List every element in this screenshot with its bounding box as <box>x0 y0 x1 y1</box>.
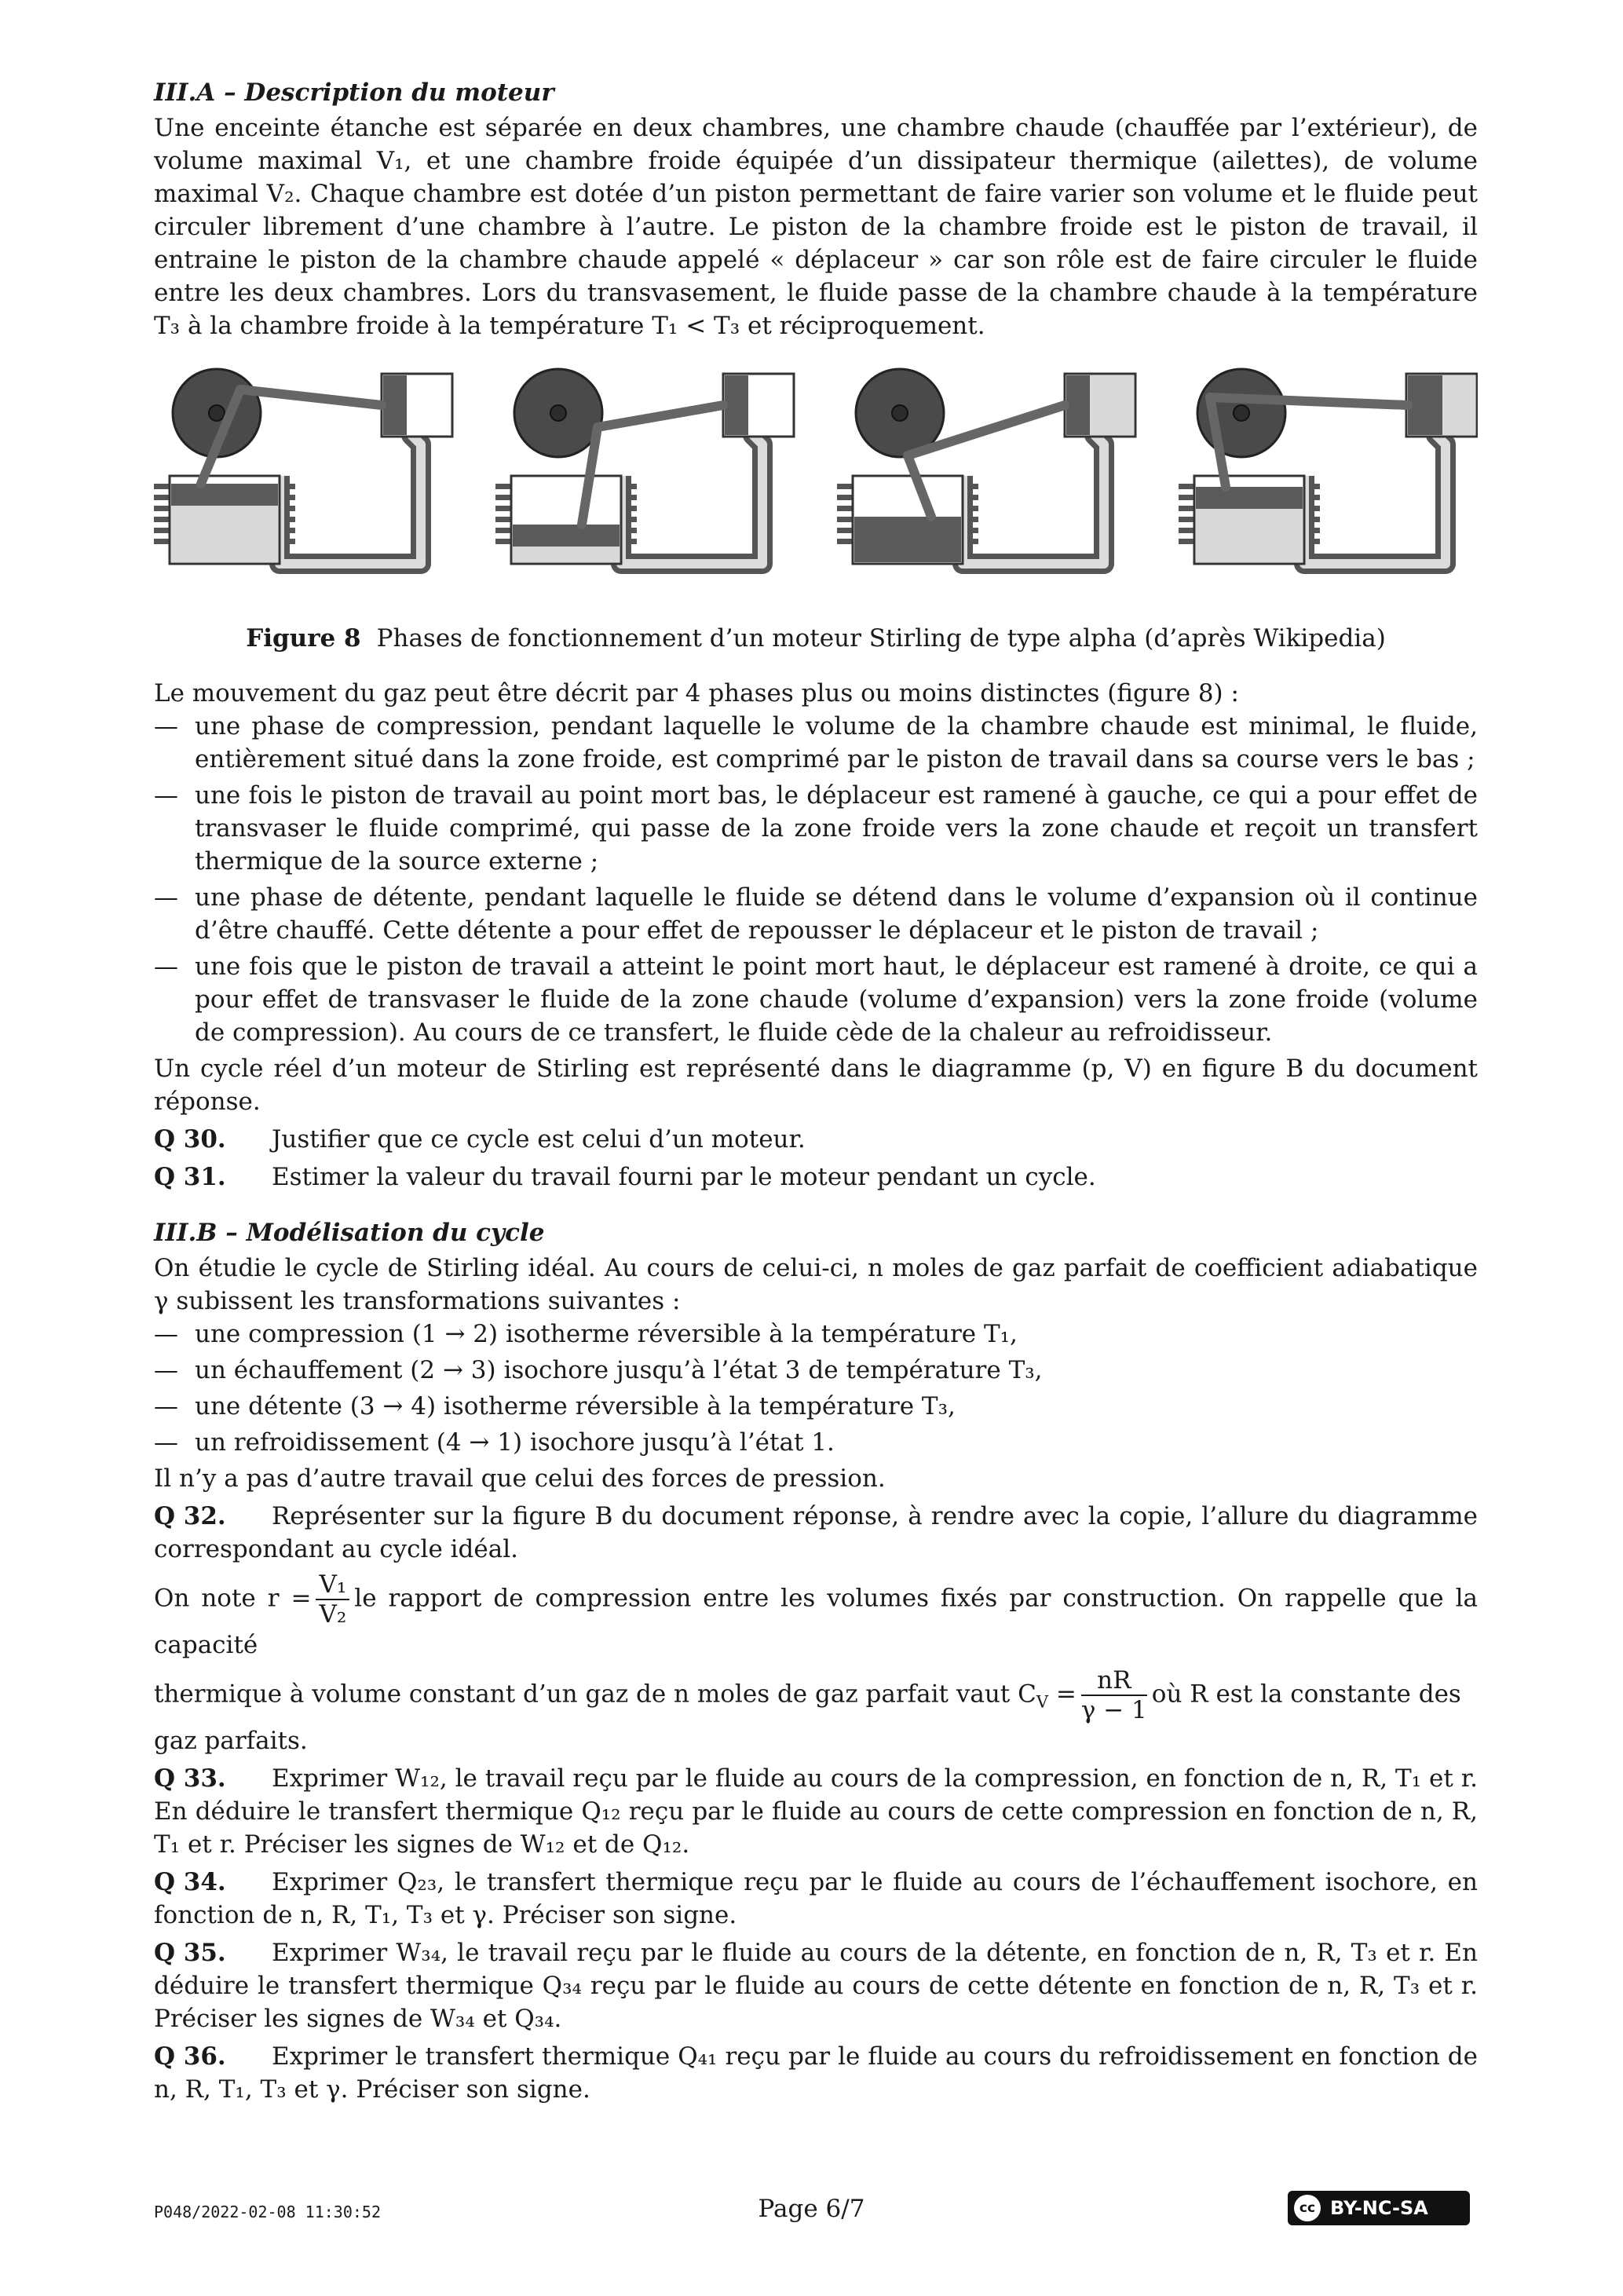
section-a-title: III.A – Description du moteur <box>154 79 554 107</box>
cv-definition: thermique à volume constant d’un gaz de n moles de gaz parfait vaut $C_V$ = $\frac{nR}{\gamma - 1}$ où R est la constante des <box>154 1666 1461 1724</box>
list-item: — un refroidissement (4 → 1) isochore jusqu’à l’état 1. <box>154 1428 835 1457</box>
list-item: — une fois que le piston de travail a atteint le point mort haut, le déplaceur est ramené à droite, ce qui a pour effet de transvaser le fluide de la zone chaude (volume d’expansion) vers la zone froide (volume de compression). Au cours de ce transfert, le fluide cède de la chaleur au refroidisseur. <box>154 952 1478 1047</box>
list-item: — une détente (3 → 4) isotherme réversible à la température T₃, <box>154 1392 956 1420</box>
license-text: BY-NC-SA <box>1330 2197 1428 2219</box>
section-b-intro: On étudie le cycle de Stirling idéal. Au cours de celui-ci, n moles de gaz parfait de coefficient adiabatique γ subissent les transformations suivantes : <box>154 1254 1478 1315</box>
list-item: — une compression (1 → 2) isotherme réversible à la température T₁, <box>154 1320 1018 1348</box>
phase-4-engine <box>1179 369 1477 564</box>
phases-outro: Un cycle réel d’un moteur de Stirling est représenté dans le diagramme (p, V) en figure B du document réponse. <box>154 1055 1478 1116</box>
footer-code: P048/2022-02-08 11:30:52 <box>154 2203 381 2221</box>
page-content <box>154 75 1478 2111</box>
question-35: Q 35. Exprimer W₃₄, le travail reçu par le fluide au cours de la détente, en fonction de n, R, T₃ et r. En déduire le transfert thermique Q₃₄ reçu par le fluide au cours de cette détente en fonction de n, R, T₃ et r. Préciser les signes de W₃₄ et Q₃₄. <box>154 1939 1478 2033</box>
list-item: — une phase de détente, pendant laquelle le fluide se détend dans le volume d’expansion où il continue d’être chauffé. Cette détente a pour effet de repousser le déplaceur et le piston de travail ; <box>154 883 1478 945</box>
cv-definition-end: gaz parfaits. <box>154 1727 308 1755</box>
phase-2-engine <box>495 369 794 564</box>
figure-label: Figure 8 <box>246 624 361 653</box>
stirling-phases-diagram <box>154 366 1478 617</box>
page-number: Page 6/7 <box>758 2195 865 2223</box>
question-36: Q 36. Exprimer le transfert thermique Q₄₁ reçu par le fluide au cours du refroidissement en fonction de n, R, T₁, T₃ et γ. Préciser son signe. <box>154 2042 1478 2104</box>
list-item: — un échauffement (2 → 3) isochore jusqu’à l’état 3 de température T₃, <box>154 1356 1043 1384</box>
section-a-intro: Une enceinte étanche est séparée en deux chambres, une chambre chaude (chauffée par l’extérieur), de volume maximal V₁, et une chambre froide équipée d’un dissipateur thermique (ailettes), de volume maximal V₂. Chaque chambre est dotée d’un piston permettant de faire varier son volume et le fluide peut circuler librement d’une chambre à l’autre. Le piston de la chambre froide est le piston de travail, il entraine le piston de la chambre chaude appelé « déplaceur » car son rôle est de faire circuler le fluide entre les deux chambres. Lors du transvasement, le fluide passe de la chambre chaude à la température T₃ à la chambre froide à la température T₁ < T₃ et réciproquement. <box>154 114 1478 340</box>
cc-icon: cc <box>1294 2195 1321 2221</box>
figure-8 <box>154 366 1478 617</box>
ratio-definition: On note r = $\frac{\text{V₁}}{\text{V₂}}$ le rapport de compression entre les volumes fixés par construction. On rappelle que la capacité <box>154 1570 1478 1659</box>
phases-intro: Le mouvement du gaz peut être décrit par 4 phases plus ou moins distinctes (figure 8) : <box>154 679 1239 707</box>
section-b-title: III.B – Modélisation du cycle <box>154 1219 545 1247</box>
question-33: Q 33. Exprimer W₁₂, le travail reçu par le fluide au cours de la compression, en fonction de n, R, T₁ et r. En déduire le transfert thermique Q₁₂ reçu par le fluide au cours de cette compression en fonction de n, R, T₁ et r. Préciser les signes de W₁₂ et de Q₁₂. <box>154 1764 1478 1859</box>
question-30: Q 30. Justifier que ce cycle est celui d’un moteur. <box>154 1125 806 1153</box>
figure-caption <box>154 622 1478 655</box>
list-item: — une fois le piston de travail au point mort bas, le déplaceur est ramené à gauche, ce qui a pour effet de transvaser le fluide comprimé, qui passe de la zone froide vers la zone chaude et reçoit un transfert thermique de la source externe ; <box>154 781 1478 876</box>
phase-3-engine <box>837 369 1135 564</box>
question-34: Q 34. Exprimer Q₂₃, le transfert thermique reçu par le fluide au cours de l’échauffement isochore, en fonction de n, R, T₁, T₃ et γ. Préciser son signe. <box>154 1868 1478 1929</box>
question-31: Q 31. Estimer la valeur du travail fourni par le moteur pendant un cycle. <box>154 1163 1096 1191</box>
section-b-note: Il n’y a pas d’autre travail que celui des forces de pression. <box>154 1464 886 1493</box>
figure-caption-text: Phases de fonctionnement d’un moteur Stirling de type alpha (d’après Wikipedia) <box>376 624 1386 653</box>
phase-1-engine <box>154 369 452 564</box>
list-item: — une phase de compression, pendant laquelle le volume de la chambre chaude est minimal, le fluide, entièrement situé dans la zone froide, est comprimé par le piston de travail dans sa course vers le bas ; <box>154 712 1478 773</box>
cv-fraction: $\frac{nR}{\gamma - 1}$ <box>1080 1666 1147 1724</box>
ratio-fraction: $\frac{\text{V₁}}{\text{V₂}}$ <box>316 1570 349 1629</box>
license-badge <box>1288 2191 1470 2225</box>
question-32: Q 32. Représenter sur la figure B du document réponse, à rendre avec la copie, l’allure du diagramme correspondant au cycle idéal. <box>154 1502 1478 1563</box>
